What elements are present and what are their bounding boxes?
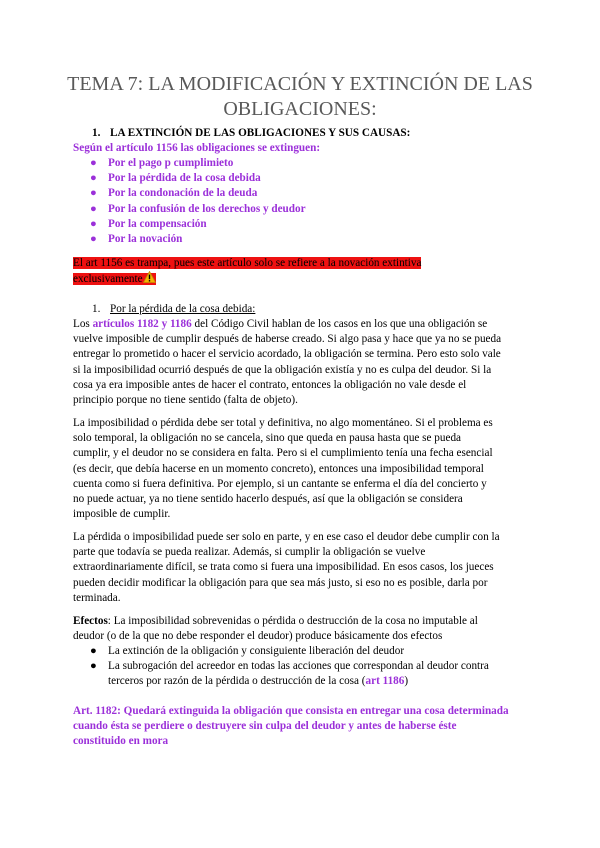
list-item: ● La subrogación del acreedor en todas las acciones que correspondan al deudor contra terceros por razón de la pérdida o destrucción de la cosa (art 1186)	[90, 660, 489, 688]
title-line-1: TEMA 7: LA MODIFICACIÓN Y EXTINCIÓN DE LAS	[67, 73, 533, 95]
effects-label: Efectos	[73, 615, 108, 627]
paragraph-2: La imposibilidad o pérdida debe ser total y definitiva, no algo momentáneo. Si el problema es solo temporal, la obligación no se cancela, sino que queda en pausa hasta que se pueda cumplir, y el deudor no se considera en falta. Pero si el cumplimiento tenía una fecha esencial (es decir, que debía hacerse en un momento concreto), entonces una imposibilidad temporal cuenta como si fuera definitiva. Por ejemplo, si un cantante se enferma el día del concierto y no puede actuar, ya no tiene sentido hacerlo después, así que la obligación se considera imposible de cumplir.	[73, 417, 493, 521]
bullet-icon: ●	[90, 157, 97, 169]
subsection-heading-text: Por la pérdida de la cosa debida:	[110, 303, 256, 315]
bullet-icon: ●	[90, 645, 97, 657]
effects-list	[73, 644, 528, 690]
list-item: ● Por la condonación de la deuda	[73, 186, 528, 201]
list-item: ● Por la pérdida de la cosa debida	[73, 171, 528, 186]
bullet-icon: ●	[90, 660, 97, 673]
warning-line-1: El art 1156 es trampa, pues este artículo solo se refiere a la novación extintiva	[73, 257, 422, 269]
list-item: ● Por la novación	[73, 232, 528, 247]
section-heading	[92, 126, 547, 141]
article-1182: Art. 1182: Quedará extinguida la obligación que consista en entregar una cosa determinada cuando ésta se perdiere o destruyere sin culpa del deudor y antes de haberse éste constituido en mora	[73, 705, 509, 748]
article-ref: artículos 1182 y 1186	[92, 318, 192, 330]
bullet-icon: ●	[90, 202, 97, 215]
list-item: ● La extinción de la obligación y consiguiente liberación del deudor	[73, 644, 528, 659]
paragraph-3: La pérdida o imposibilidad puede ser solo en parte, y en ese caso el deudor debe cumplir con la parte que todavía se pueda realizar. Además, si cumplir la obligación se vuelve extraordinariamente difícil, se trata como si fuera una imposibilidad. En esos casos, los jueces pueden decidir modificar la obligación para que sea más justo, si eso no es posible, darla por terminada.	[73, 531, 500, 604]
page-title	[40, 72, 560, 122]
list-item: ● Por el pago p cumplimieto	[73, 156, 528, 171]
warning-note	[73, 256, 528, 287]
bullet-icon: ●	[90, 172, 97, 185]
causes-list	[73, 156, 528, 247]
title-line-2: OBLIGACIONES:	[223, 98, 377, 120]
subsection-number: 1.	[92, 303, 101, 315]
subsection-heading	[92, 302, 547, 317]
bullet-icon: ●	[90, 187, 97, 200]
section-number: 1.	[92, 127, 101, 139]
warning-icon	[143, 271, 156, 283]
bullet-icon: ●	[90, 217, 97, 230]
effects-paragraph: Efectos: La imposibilidad sobrevenidas o pérdida o destrucción de la cosa no imputable al deudor (o de la que no debe responder el deudor) produce básicamente dos efectos	[73, 615, 478, 643]
list-item: ● Por la compensación	[73, 217, 528, 232]
list-item: ● Por la confusión de los derechos y deudor	[73, 202, 528, 217]
warning-line-2: exclusivamente	[73, 273, 156, 285]
intro-text: Según el artículo 1156 las obligaciones se extinguen:	[73, 142, 321, 154]
article-ref: art 1186	[365, 675, 405, 688]
paragraph-1: Los artículos 1182 y 1186 del Código Civil hablan de los casos en los que una obligación se vuelve imposible de cumplir después de haberse creado. Si algo pasa y hace que ya no se pueda entregar lo prometido o hacer el servicio acordado, la obligación se termina. Pero esto solo vale si la imposibilidad ocurrió después de que la obligación existía y no es culpa del deudor. Si la cosa ya era imposible antes de hacer el contrato, entonces la obligación no vale desde el principio porque no tiene sentido (falta de objeto).	[73, 318, 502, 407]
section-heading-text: LA EXTINCIÓN DE LAS OBLIGACIONES Y SUS CAUSAS:	[110, 127, 411, 139]
bullet-icon: ●	[90, 233, 97, 246]
